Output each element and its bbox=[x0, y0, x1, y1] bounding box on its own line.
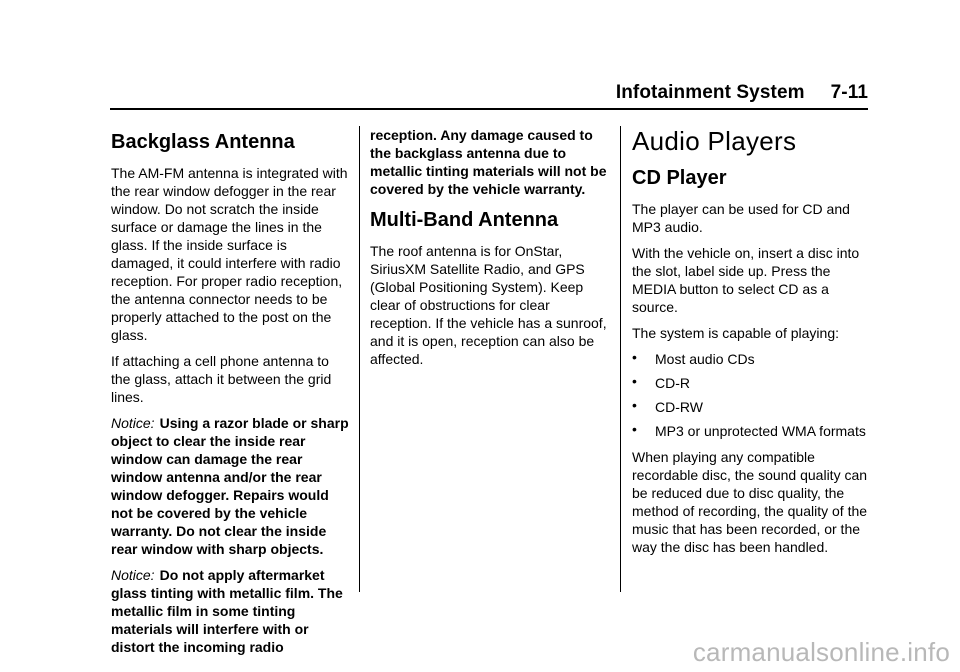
page-header bbox=[616, 82, 868, 104]
paragraph-sound-quality: When playing any compatible recordable disc, the sound quality can be reduced due to disc quality, the method of recording, the quality of the music that has been recorded, or the way the disc has been handled. bbox=[632, 449, 868, 555]
bullet-icon: • bbox=[632, 349, 637, 365]
list-item-text: CD-R bbox=[655, 375, 690, 391]
watermark: carmanualsonline.info bbox=[692, 637, 950, 667]
paragraph-am-fm-antenna: The AM-FM antenna is integrated with the rear window defogger in the rear window. Do not scratch the inside surface or damage the lines in the glass. If the inside surface is damaged, it could interfere with radio reception. For proper radio reception, the antenna connector needs to be properly attached to the post on the glass. bbox=[111, 165, 348, 343]
bullet-icon: • bbox=[632, 397, 637, 413]
bullet-icon: • bbox=[632, 421, 637, 437]
paragraph-insert-disc: With the vehicle on, insert a disc into the slot, label side up. Press the MEDIA button to select CD as a source. bbox=[632, 245, 860, 315]
heading-cd-player: CD Player bbox=[632, 167, 727, 189]
notice-razor-blade bbox=[111, 414, 349, 558]
list-item bbox=[632, 374, 870, 392]
notice-text: Using a razor blade or sharp object to clear the inside rear window can damage the rear window antenna and/or the rear window defogger. Repairs would not be covered by the vehicle warranty. Do not clear the inside rear window with sharp objects. bbox=[111, 415, 349, 557]
heading-backglass-antenna: Backglass Antenna bbox=[111, 131, 295, 153]
bullet-icon: • bbox=[632, 373, 637, 389]
heading-multi-band-antenna: Multi-Band Antenna bbox=[370, 209, 559, 231]
column-3 bbox=[632, 126, 870, 564]
paragraph-cell-antenna: If attaching a cell phone antenna to the glass, attach it between the grid lines. bbox=[111, 353, 332, 405]
paragraph-roof-antenna: The roof antenna is for OnStar, SiriusXM Satellite Radio, and GPS (Global Positioning System). Keep clear of obstructions for clear reception. If the vehicle has a sunroof, and it is open, reception can also be affected. bbox=[370, 243, 607, 367]
supported-formats-list bbox=[632, 350, 870, 440]
column-divider bbox=[620, 126, 621, 592]
paragraph-capable: The system is capable of playing: bbox=[632, 325, 839, 341]
page-number: 7-11 bbox=[830, 82, 868, 103]
column-2 bbox=[370, 126, 610, 376]
notice-tinting bbox=[111, 566, 349, 656]
notice-tinting-continued: reception. Any damage caused to the backglass antenna due to metallic tinting materials will not be covered by the vehicle warranty. bbox=[370, 127, 607, 197]
list-item bbox=[632, 350, 870, 368]
heading-audio-players: Audio Players bbox=[632, 126, 797, 156]
list-item-text: MP3 or unprotected WMA formats bbox=[655, 423, 866, 439]
section-title: Infotainment System bbox=[615, 82, 805, 103]
notice-text: Do not apply aftermarket glass tinting with metallic film. The metallic film in some tinting materials will interfere with or distort the incoming radio bbox=[111, 567, 343, 655]
list-item-text: Most audio CDs bbox=[655, 351, 755, 367]
list-item-text: CD-RW bbox=[655, 399, 703, 415]
list-item bbox=[632, 422, 870, 440]
notice-label: Notice: bbox=[111, 415, 155, 431]
column-1 bbox=[111, 126, 349, 664]
header-rule bbox=[110, 108, 868, 110]
column-divider bbox=[359, 126, 360, 592]
notice-label: Notice: bbox=[111, 567, 155, 583]
paragraph-cd-mp3: The player can be used for CD and MP3 audio. bbox=[632, 201, 850, 235]
list-item bbox=[632, 398, 870, 416]
